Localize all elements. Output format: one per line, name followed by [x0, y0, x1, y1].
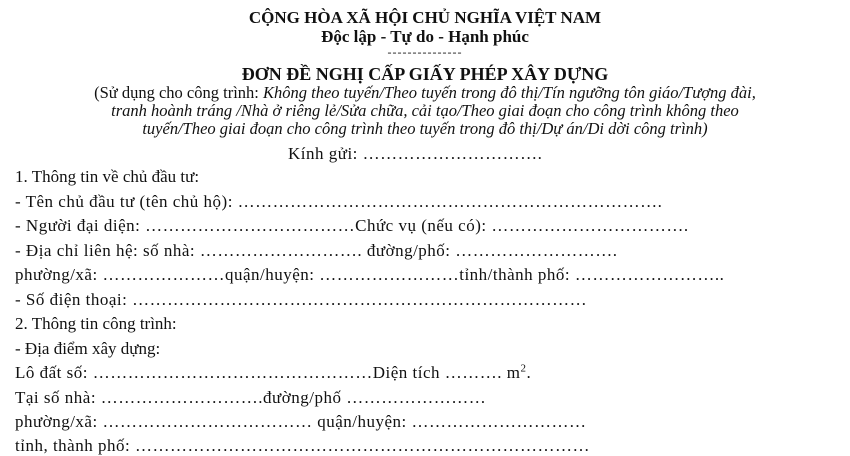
ward-district-province-field: phường/xã: …………………quận/huyện: ……………………tỉnh/thành phố: ……………………..	[15, 265, 725, 284]
construction-location-label: - Địa điểm xây dựng:	[15, 339, 161, 358]
national-motto: Độc lập - Tự do - Hạnh phúc	[321, 27, 529, 46]
usage-note-line-1	[0, 83, 850, 102]
section-2-heading: 2. Thông tin công trình:	[15, 314, 177, 333]
representative-field: - Người đại diện: ………………………………Chức vụ (nếu có): …………………………….	[15, 216, 689, 235]
usage-note-line-3: tuyến/Theo giai đoạn cho công trình theo tuyến trong đô thị/Dự án/Di dời công trình)	[142, 119, 708, 138]
phone-field: - Số điện thoại: ……………………………………………………………………	[15, 290, 588, 309]
construction-province-field: tỉnh, thành phố: ……………………………………………………………………	[15, 436, 590, 455]
usage-note-types: Không theo tuyến/Theo tuyến trong đô thị/Tín ngưỡng tôn giáo/Tượng đài,	[263, 83, 756, 102]
national-heading: CỘNG HÒA XÃ HỘI CHỦ NGHĨA VIỆT NAM	[248, 8, 602, 27]
area-unit-superscript: 2	[520, 362, 527, 375]
usage-note-line-2: tranh hoành tráng /Nhà ở riêng lẻ/Sửa chữa, cải tạo/Theo giai đoạn cho công trình không theo	[111, 101, 739, 120]
house-number-field: Tại số nhà: ……………………….đường/phố ……………………	[15, 388, 487, 407]
lot-area-text: Lô đất số: …………………………………………Diện tích ………. m	[15, 363, 521, 382]
form-title: ĐƠN ĐỀ NGHỊ CẤP GIẤY PHÉP XÂY DỰNG	[241, 64, 609, 84]
owner-name-field: - Tên chủ đầu tư (tên chủ hộ): ……………………………………………………………….	[15, 192, 663, 211]
address-field: - Địa chỉ liên hệ: số nhà: ………………………. đường/phố: ……………………….	[15, 241, 618, 260]
section-1-heading: 1. Thông tin về chủ đầu tư:	[15, 167, 200, 186]
lot-area-field	[15, 363, 531, 383]
heading-separator: ---------------	[387, 45, 463, 59]
recipient-line: Kính gửi: ………………………….	[288, 144, 543, 163]
construction-ward-district-field: phường/xã: ……………………………… quận/huyện: …………………………	[15, 412, 587, 431]
lot-area-period: .	[526, 363, 532, 382]
usage-note-prefix: (Sử dụng cho công trình:	[94, 83, 263, 102]
